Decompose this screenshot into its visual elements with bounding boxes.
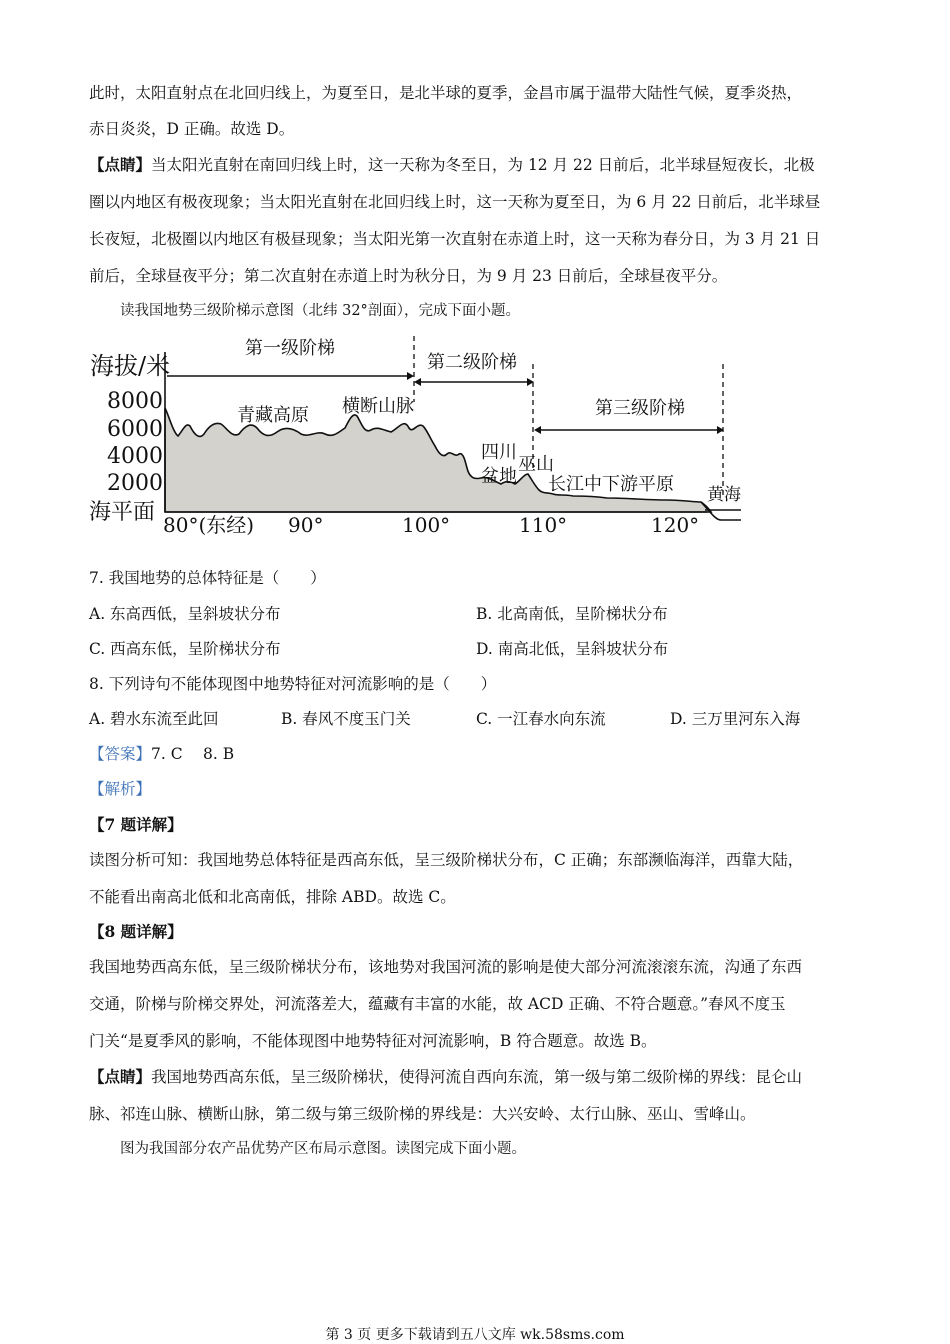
q7-option-c: C. 西高东低，呈阶梯状分布	[89, 640, 281, 658]
detail-7-line: 读图分析可知：我国地势总体特征是西高东低，呈三级阶梯状分布，C 正确；东部濒临海洋，西靠大陆，	[89, 851, 804, 869]
detail-7-tag: 【7 题详解】	[89, 815, 183, 834]
question-intro: 读我国地势三级阶梯示意图（北纬 32°剖面），完成下面小题。	[120, 303, 521, 319]
q8-option-d: D. 三万里河东入海	[670, 710, 801, 728]
question-7-stem: 7. 我国地势的总体特征是（ ）	[89, 569, 326, 587]
y-tick-label: 2000	[107, 471, 163, 496]
answer-tag: 【答案】	[89, 745, 152, 763]
y-tick-label: 8000	[107, 389, 163, 414]
q8-option-b: B. 春风不度玉门关	[281, 710, 411, 728]
paragraph-line: 此时，太阳直射点在北回归线上，为夏至日，是北半球的夏季，金昌市属于温带大陆性气候，夏季炎热，	[89, 84, 803, 102]
y-axis-title: 海拔/米	[90, 352, 171, 380]
label-qingzang: 青藏高原	[237, 405, 309, 426]
step1-arrowhead	[407, 372, 414, 380]
sea-level-label: 海平面	[89, 500, 156, 525]
question-intro-2: 图为我国部分农产品优势产区布局示意图。读图完成下面小题。	[120, 1141, 526, 1157]
analysis-tag: 【解析】	[89, 780, 152, 798]
y-tick-label: 4000	[107, 444, 163, 469]
step3-arrowhead-left	[534, 426, 541, 434]
label-hengduan: 横断山脉	[342, 396, 414, 417]
note-line	[89, 155, 815, 175]
q7-option-b: B. 北高南低，呈阶梯状分布	[476, 605, 668, 623]
label-wushan: 巫山	[518, 454, 554, 475]
detail-7-line: 不能看出南高北低和北高南低，排除 ABD。故选 C。	[89, 888, 456, 906]
x-tick-label: 90°	[288, 513, 324, 537]
step2-arrowhead-left	[414, 378, 421, 386]
label-changjiang: 长江中下游平原	[548, 474, 674, 495]
note-tag: 【点睛】	[89, 155, 152, 174]
question-8-stem: 8. 下列诗句不能体现图中地势特征对河流影响的是（ ）	[89, 675, 497, 693]
y-tick-label: 6000	[107, 417, 163, 442]
terrain-profile-svg	[87, 330, 747, 545]
q8-option-a: A. 碧水东流至此回	[89, 710, 219, 728]
detail-8-line: 交通，阶梯与阶梯交界处，河流落差大，蕴藏有丰富的水能，故 ACD 正确、不符合题意。”春风不度玉	[89, 995, 786, 1013]
note-line: 脉、祁连山脉、横断山脉，第二级与第三级阶梯的界线是：大兴安岭、太行山脉、巫山、雪峰山。	[89, 1105, 756, 1123]
note-line	[89, 1067, 802, 1087]
paragraph-line: 赤日炎炎，D 正确。故选 D。	[89, 120, 295, 138]
detail-8-tag: 【8 题详解】	[89, 922, 183, 941]
q7-option-d: D. 南高北低，呈斜坡状分布	[476, 640, 669, 658]
page-footer: 第 3 页 更多下载请到五八文库 wk.58sms.com	[325, 1327, 625, 1343]
step3-label: 第三级阶梯	[595, 398, 685, 419]
label-sichuan: 四川	[481, 442, 517, 463]
q8-option-c: C. 一江春水向东流	[476, 710, 606, 728]
note-line: 前后，全球昼夜平分；第二次直射在赤道上时为秋分日，为 9 月 23 日前后，全球昼夜平分。	[89, 267, 728, 285]
label-huanghai: 黄海	[707, 485, 741, 505]
x-tick-label: 120°	[651, 513, 700, 537]
detail-8-line: 我国地势西高东低，呈三级阶梯状分布，该地势对我国河流的影响是使大部分河流滚滚东流，沟通了东西	[89, 958, 803, 976]
terrain-profile-figure	[87, 330, 747, 545]
x-tick-label: 80°(东经)	[163, 513, 255, 537]
x-tick-label: 110°	[519, 513, 568, 537]
step1-label: 第一级阶梯	[245, 338, 335, 359]
q7-option-a: A. 东高西低，呈斜坡状分布	[89, 605, 281, 623]
note-tag: 【点睛】	[89, 1067, 152, 1086]
answer-line	[89, 744, 234, 764]
note-line: 圈以内地区有极夜现象；当太阳光直射在北回归线上时，这一天称为夏至日，为 6 月 22 日前后，北半球昼	[89, 193, 821, 211]
step2-label: 第二级阶梯	[427, 352, 517, 373]
x-tick-label: 100°	[402, 513, 451, 537]
note-text: 我国地势西高东低，呈三级阶梯状，使得河流自西向东流，第一级与第二级阶梯的界线：昆仑山	[151, 1068, 803, 1086]
note-line: 长夜短，北极圈以内地区有极昼现象；当太阳光第一次直射在赤道上时，这一天称为春分日，为 3 月 21 日	[89, 230, 821, 248]
label-sichuan: 盆地	[481, 466, 517, 487]
note-text: 当太阳光直射在南回归线上时，这一天称为冬至日，为 12 月 22 日前后，北半球昼短夜长，北极	[151, 156, 815, 174]
answer-text: 7. C 8. B	[151, 745, 235, 763]
detail-8-line: 门关“是夏季风的影响，不能体现图中地势特征对河流影响，B 符合题意。故选 B。	[89, 1032, 657, 1050]
